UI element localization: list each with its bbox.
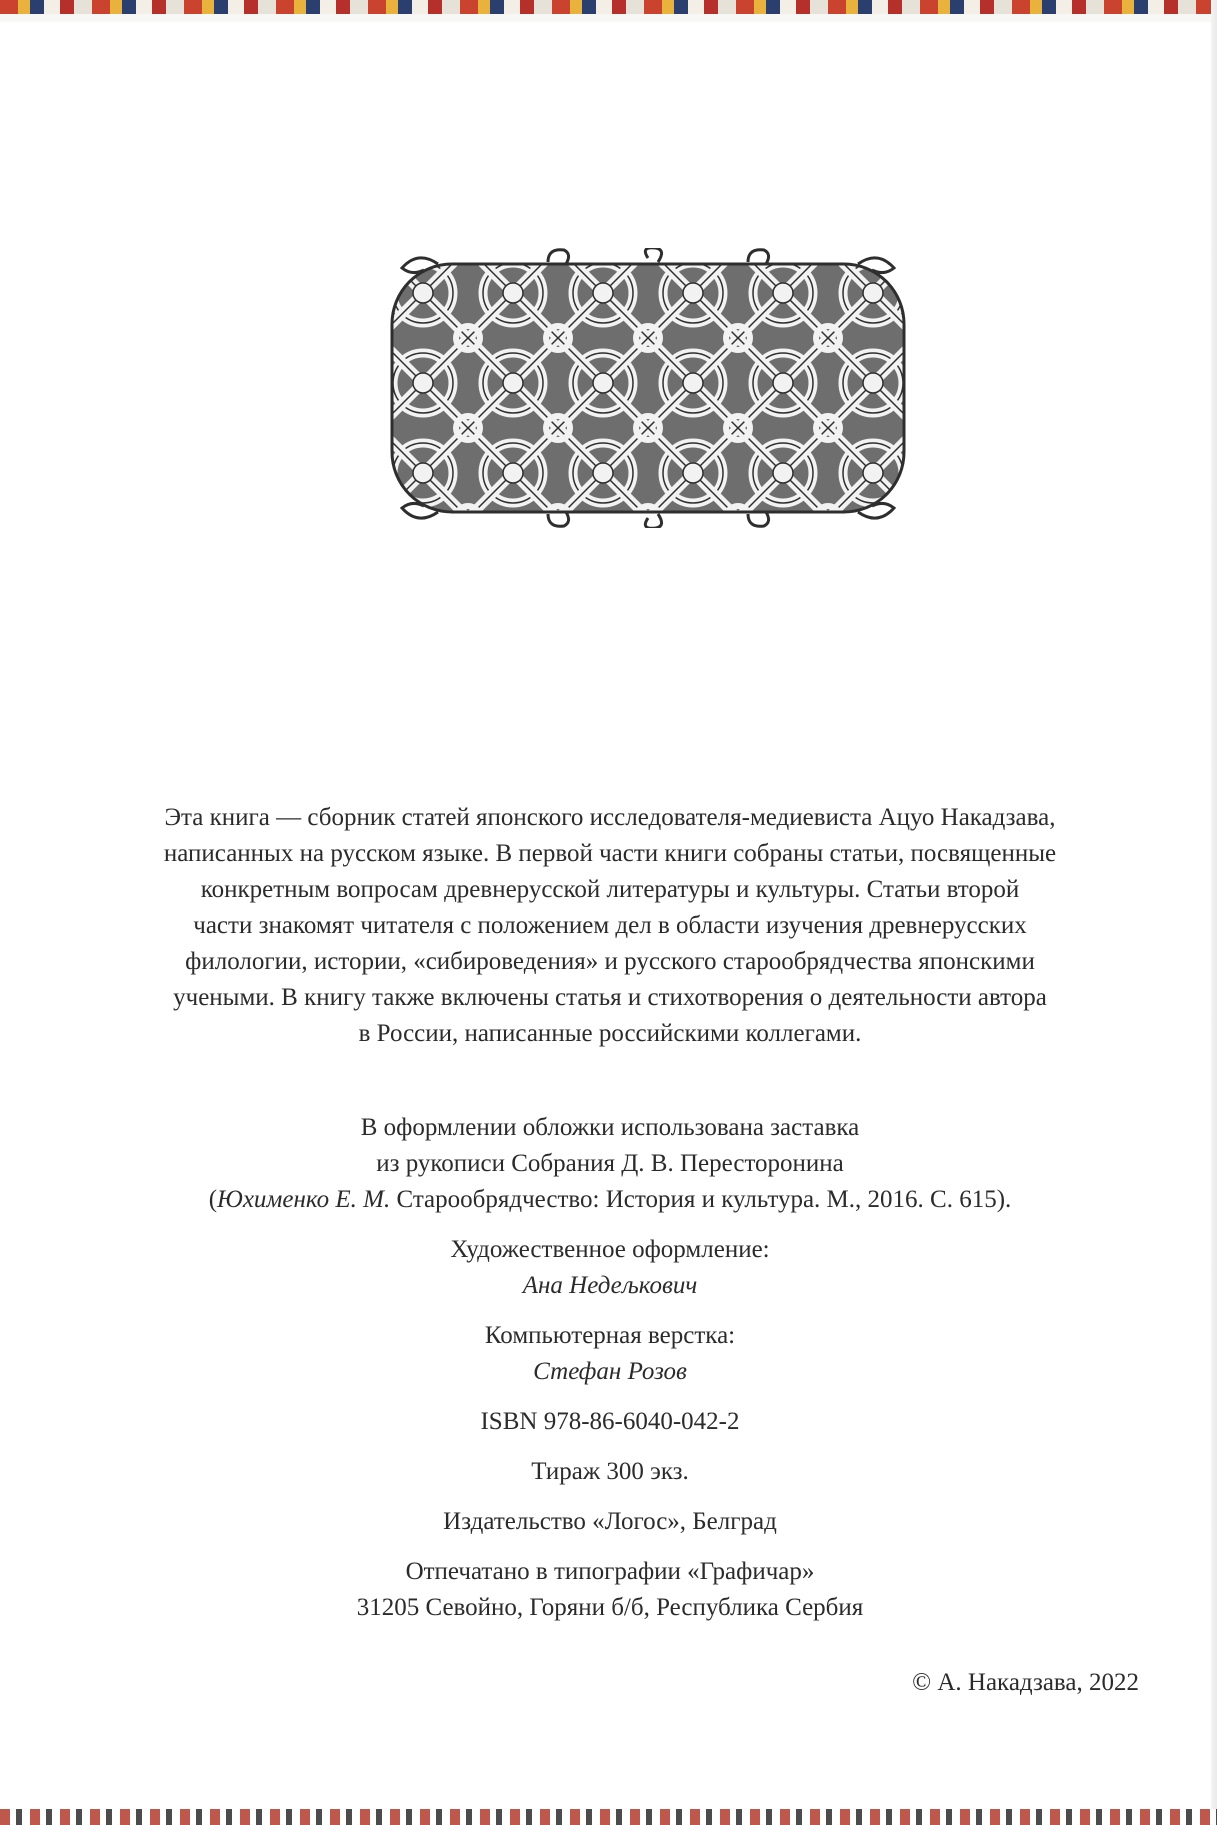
- isbn: ISBN 978-86-6040-042-2: [480, 1408, 740, 1435]
- cover-edge-strip-bottom: [0, 1809, 1217, 1825]
- cover-note-line: из рукописи Собрания Д. В. Пересторонина: [376, 1150, 844, 1177]
- cover-edge-strip: [0, 0, 1217, 22]
- printer-info: [110, 1554, 1110, 1626]
- annotation-line: написанных на русском языке. В первой части книги собраны статьи, посвященные: [163, 840, 1057, 867]
- imprint-credits: [110, 1110, 1110, 1640]
- print-run: Тираж 300 экз.: [531, 1458, 689, 1485]
- page-edge: [1211, 0, 1217, 1825]
- annotation-line: учеными. В книгу также включены статья и стихотворения о деятельности автора: [173, 984, 1047, 1011]
- printer-name: Отпечатано в типографии «Графичар»: [405, 1558, 815, 1585]
- art-design-name: Ана Недељкович: [522, 1272, 698, 1299]
- annotation-line: конкретным вопросам древнерусской литературы и культуры. Статьи второй: [200, 876, 1020, 903]
- cover-note-citation: (Юхименко Е. М. Старообрядчество: История и культура. М., 2016. С. 615).: [208, 1186, 1012, 1213]
- cover-note: [110, 1110, 1110, 1218]
- annotation-line: Эта книга — сборник статей японского исследователя-медиевиста Ацуо Накадзава,: [164, 804, 1056, 831]
- annotation-line: части знакомят читателя с положением дел в области изучения древнерусских: [193, 912, 1027, 939]
- printer-address: 31205 Севойно, Горяни б/б, Республика Сербия: [356, 1594, 864, 1621]
- layout-label: Компьютерная верстка:: [484, 1322, 736, 1349]
- citation-source: Старообрядчество: История и культура. М., 2016. С. 615).: [390, 1186, 1012, 1213]
- annotation-line: в России, написанные российскими коллегами.: [358, 1020, 862, 1047]
- art-design-label: Художественное оформление:: [450, 1236, 770, 1263]
- copyright-notice: © А. Накадзава, 2022: [912, 1669, 1139, 1696]
- interlace-ornament: [378, 248, 918, 528]
- layout-name: Стефан Розов: [533, 1358, 687, 1385]
- citation-author: Юхименко Е. М.: [217, 1186, 391, 1213]
- layout-credit: [110, 1318, 1110, 1390]
- art-design-credit: [110, 1232, 1110, 1304]
- cover-note-line: В оформлении обложки использована заставка: [360, 1114, 860, 1141]
- publisher: Издательство «Логос», Белград: [443, 1508, 777, 1535]
- annotation-line: филологии, истории, «сибироведения» и русского старообрядчества японскими: [185, 948, 1035, 975]
- book-annotation: [110, 800, 1110, 1052]
